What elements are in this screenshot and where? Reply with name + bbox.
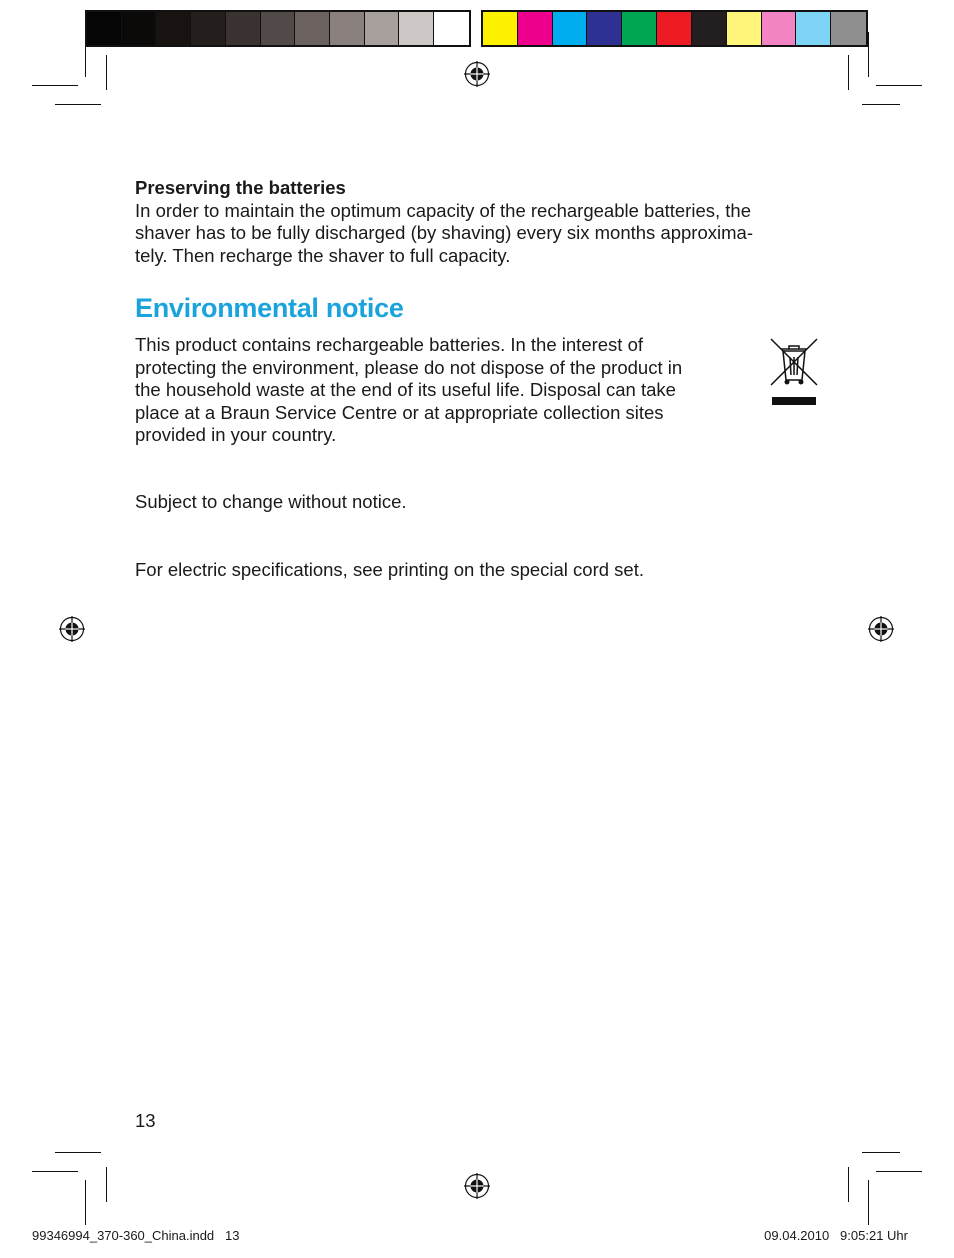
crop-mark: [55, 104, 101, 105]
crop-mark: [55, 1152, 101, 1153]
color-swatch: [692, 12, 727, 45]
crop-mark: [848, 55, 849, 90]
crossed-out-wheelie-bin-icon: [768, 337, 820, 407]
environment-heading: Environmental notice: [135, 293, 404, 323]
color-swatch: [434, 12, 469, 45]
color-swatch: [518, 12, 553, 45]
color-swatch: [156, 12, 191, 45]
crop-mark: [876, 1171, 922, 1172]
color-swatch: [399, 12, 434, 45]
crop-mark: [106, 55, 107, 90]
color-swatch: [365, 12, 400, 45]
color-swatch: [831, 12, 866, 45]
registration-mark-icon: [59, 616, 85, 642]
color-swatch: [483, 12, 518, 45]
crop-mark: [85, 1180, 86, 1225]
process-color-bar: [481, 10, 868, 47]
crop-mark: [32, 85, 78, 86]
crop-mark: [862, 104, 900, 105]
crop-mark: [32, 1171, 78, 1172]
battery-section: [135, 177, 825, 267]
grayscale-color-bar: [85, 10, 471, 47]
slug-timestamp: 09.04.2010 9:05:21 Uhr: [764, 1228, 908, 1243]
electric-specifications-notice: For electric specifications, see printing on the special cord set.: [135, 559, 644, 580]
environment-text-line: protecting the environment, please do not dispose of the product in: [135, 356, 683, 378]
crop-mark: [106, 1167, 107, 1202]
environment-text-line: This product contains rechargeable batteries. In the interest of: [135, 334, 644, 355]
color-swatch: [587, 12, 622, 45]
color-swatch: [295, 12, 330, 45]
color-swatch: [122, 12, 157, 45]
color-swatch: [87, 12, 122, 45]
color-swatch: [330, 12, 365, 45]
color-swatch: [796, 12, 831, 45]
environment-text-line: the household waste at the end of its useful life. Disposal can take: [135, 379, 676, 401]
color-swatch: [553, 12, 588, 45]
registration-mark-icon: [464, 61, 490, 87]
registration-mark-icon: [464, 1173, 490, 1199]
color-swatch: [226, 12, 261, 45]
environment-text: [135, 334, 755, 447]
battery-heading: Preserving the batteries: [135, 177, 346, 198]
slug-file-info: 99346994_370-360_China.indd 13: [32, 1228, 240, 1243]
crop-mark: [876, 85, 922, 86]
crop-mark: [862, 1152, 900, 1153]
color-swatch: [762, 12, 797, 45]
environment-text-line: provided in your country.: [135, 424, 337, 446]
crop-mark: [868, 32, 869, 77]
registration-mark-icon: [868, 616, 894, 642]
color-swatch: [657, 12, 692, 45]
battery-text-line: In order to maintain the optimum capacity of the rechargeable batteries, the: [135, 199, 751, 221]
color-swatch: [191, 12, 226, 45]
color-swatch: [622, 12, 657, 45]
crop-mark: [848, 1167, 849, 1202]
battery-text-line: shaver has to be fully discharged (by shaving) every six months approxima-: [135, 222, 753, 244]
crop-mark: [868, 1180, 869, 1225]
color-swatch: [261, 12, 296, 45]
subject-to-change-notice: Subject to change without notice.: [135, 491, 407, 512]
environment-text-line: place at a Braun Service Centre or at appropriate collection sites: [135, 401, 664, 423]
crop-mark: [85, 32, 86, 77]
page-number: 13: [135, 1110, 156, 1131]
color-swatch: [727, 12, 762, 45]
battery-text-line: tely. Then recharge the shaver to full capacity.: [135, 244, 511, 266]
